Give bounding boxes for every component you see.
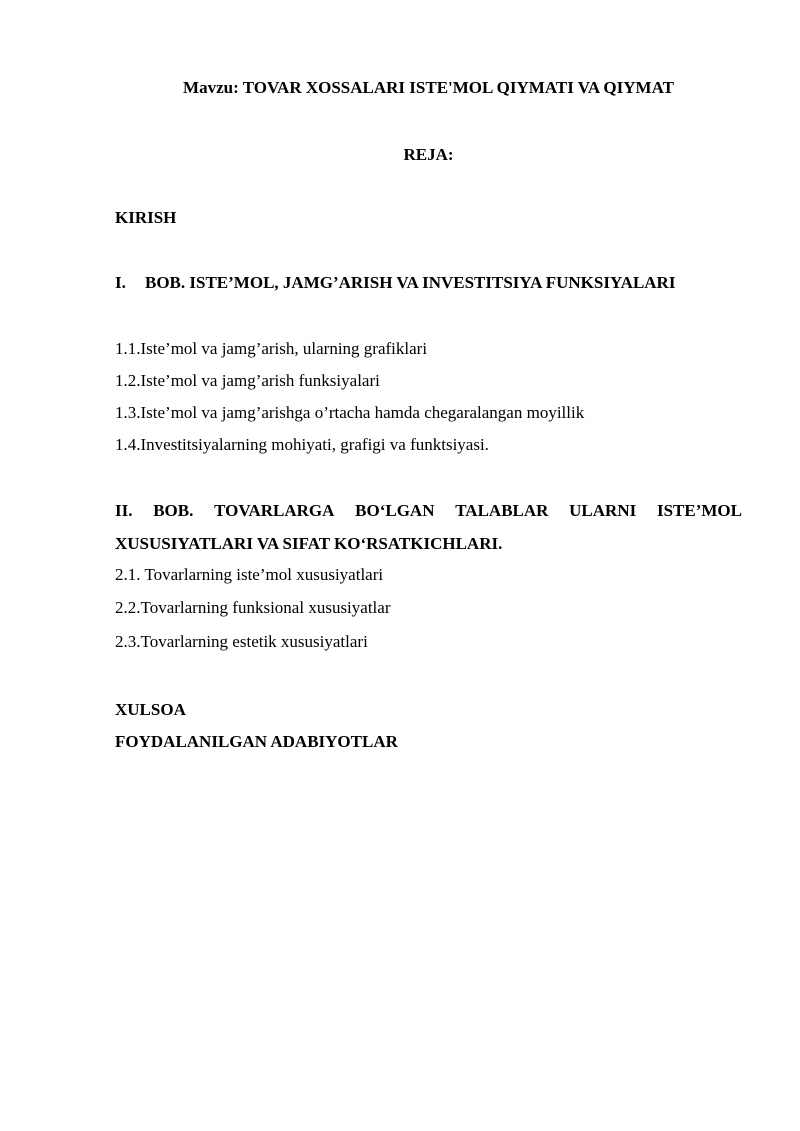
chapter1-numeral: I. [115,273,126,292]
chapter2-word: ISTE’MOL [656,501,742,520]
chapter2-word: ULARNI [569,501,637,520]
chapter2-word: BOB. [153,501,194,520]
toc-item-2-3: 2.3.Tovarlarning estetik xususiyatlari [115,632,368,651]
toc-item-1-3: 1.3.Iste’mol va jamg’arishga o’rtacha hamda chegaralangan moyillik [115,403,585,422]
chapter2-word: II. [115,501,133,520]
toc-item-2-1: 2.1. Tovarlarning iste’mol xususiyatlari [115,565,384,584]
toc-item-1-4: 1.4.Investitsiyalarning mohiyati, grafigi va funktsiyasi. [115,435,489,454]
chapter1-heading [115,273,742,293]
chapter2-word: BO‘LGAN [355,501,435,520]
toc-item-2-2: 2.2.Tovarlarning funksional xususiyatlar [115,598,391,617]
toc-item-1-1: 1.1.Iste’mol va jamg’arish, ularning grafiklari [115,339,428,358]
chapter2-heading-line1 [115,501,742,521]
chapter2-heading-line2: XUSUSIYATLARI VA SIFAT KO‘RSATKICHLARI. [115,534,503,553]
chapter2-word: TALABLAR [455,501,549,520]
intro-heading: KIRISH [115,208,177,227]
chapter1-title: BOB. ISTE’MOL, JAMG’ARISH VA INVESTITSIYA FUNKSIYALARI [145,273,676,292]
document-title: Mavzu: TOVAR XOSSALARI ISTE'MOL QIYMATI VA QIYMAT [183,78,674,97]
conclusion-heading: XULSOA [115,700,186,719]
plan-heading: REJA: [403,145,454,164]
chapter2-word: TOVARLARGA [214,501,335,520]
references-heading: FOYDALANILGAN ADABIYOTLAR [115,732,398,751]
toc-item-1-2: 1.2.Iste’mol va jamg’arish funksiyalari [115,371,380,390]
